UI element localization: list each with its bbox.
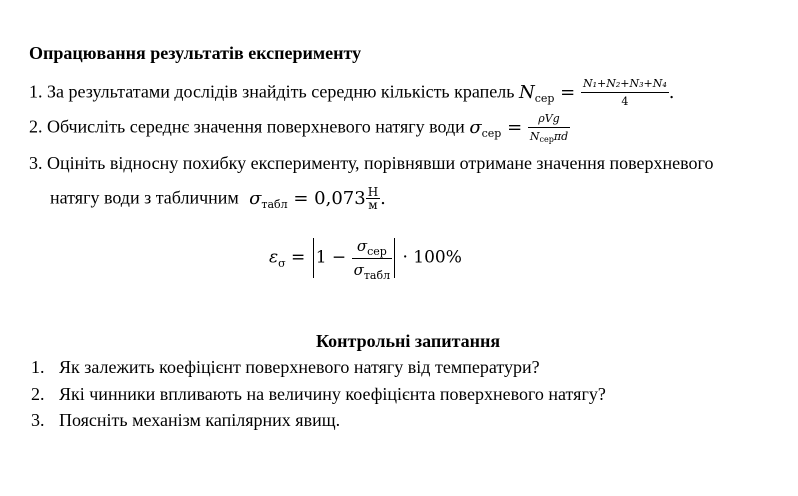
- unit-denominator: м: [368, 198, 378, 212]
- step-1-text: За результатами дослідів знайдіть середню кількість крапель: [47, 81, 515, 102]
- question-3-number: 3.: [31, 410, 45, 430]
- epsilon-var: ε: [269, 247, 279, 268]
- sigma-var-sub: сер: [481, 126, 502, 140]
- equals-sign: =: [501, 116, 528, 138]
- question-1-text: Як залежить коефіцієнт поверхневого натягу від температури?: [59, 357, 540, 377]
- abs-bar-right: [394, 238, 395, 278]
- fraction-numerator: ρVg: [538, 112, 560, 125]
- step-3-number: 3.: [29, 153, 43, 173]
- question-1-number: 1.: [31, 357, 45, 377]
- den-var: N: [529, 130, 540, 143]
- one-minus: 1 −: [315, 247, 352, 268]
- n-average-fraction: [581, 78, 669, 107]
- sigma-var: σ: [469, 116, 482, 138]
- step-1: [29, 78, 675, 107]
- period: .: [668, 81, 675, 103]
- sigma-table-var: σ: [249, 187, 262, 209]
- percent-tail: · 100%: [397, 247, 462, 268]
- fraction-numerator: N₁+N₂+N₃+N₄: [582, 77, 667, 90]
- period: .: [380, 187, 386, 209]
- question-3-text: Поясніть механізм капілярних явищ.: [59, 410, 341, 430]
- unit-numerator: Н: [367, 185, 379, 199]
- ratio-numerator: [352, 236, 393, 258]
- equals-sign: =: [285, 247, 311, 268]
- section-heading-processing: Опрацювання результатів експерименту: [29, 43, 362, 63]
- step-3-text-line-1: Оцініть відносну похибку експерименту, порівнявши отримане значення поверхневого: [47, 153, 714, 173]
- question-2-number: 2.: [31, 384, 45, 404]
- step-3-line-1: [29, 153, 713, 174]
- sigma-fraction: [528, 113, 570, 142]
- ratio-denominator: [352, 259, 393, 282]
- abs-bar-left: [313, 238, 314, 278]
- question-1: [31, 357, 540, 378]
- question-3: [31, 410, 340, 431]
- den-sub: сер: [539, 135, 554, 144]
- equals-sign: =: [554, 81, 581, 103]
- question-2-text: Які чинники впливають на величину коефіцієнта поверхневого натягу?: [59, 384, 606, 404]
- den-var: σ: [353, 260, 364, 279]
- num-sub: сер: [367, 244, 387, 258]
- step-2: [29, 113, 570, 142]
- step-2-text: Обчисліть середнє значення поверхневого натягу води: [47, 116, 465, 137]
- step-1-number: 1.: [29, 81, 43, 102]
- num-var: σ: [356, 236, 368, 255]
- section-heading-control-questions: Контрольні запитання: [316, 331, 501, 351]
- sigma-table-sub: табл: [261, 197, 288, 211]
- question-2: [31, 384, 606, 405]
- relative-error-formula: [269, 236, 462, 282]
- fraction-denominator: [528, 128, 570, 142]
- sigma-table-number: = 0,073: [287, 187, 366, 209]
- n-average-formula: [518, 77, 675, 108]
- sigma-ratio-fraction: [352, 236, 393, 282]
- unit-fraction: [366, 186, 380, 211]
- step-2-number: 2.: [29, 116, 43, 137]
- sigma-table-value: [243, 185, 386, 212]
- den-sub: табл: [363, 268, 391, 282]
- epsilon-sub: σ: [278, 256, 286, 270]
- step-3-line-2: [50, 186, 386, 211]
- fraction-denominator: 4: [621, 95, 629, 108]
- sigma-average-formula: [469, 112, 570, 144]
- n-var: N: [518, 81, 535, 103]
- den-rest: πd: [553, 130, 569, 143]
- n-var-sub: сер: [534, 91, 555, 105]
- step-3-text-line-2: натягу води з табличним: [50, 187, 239, 208]
